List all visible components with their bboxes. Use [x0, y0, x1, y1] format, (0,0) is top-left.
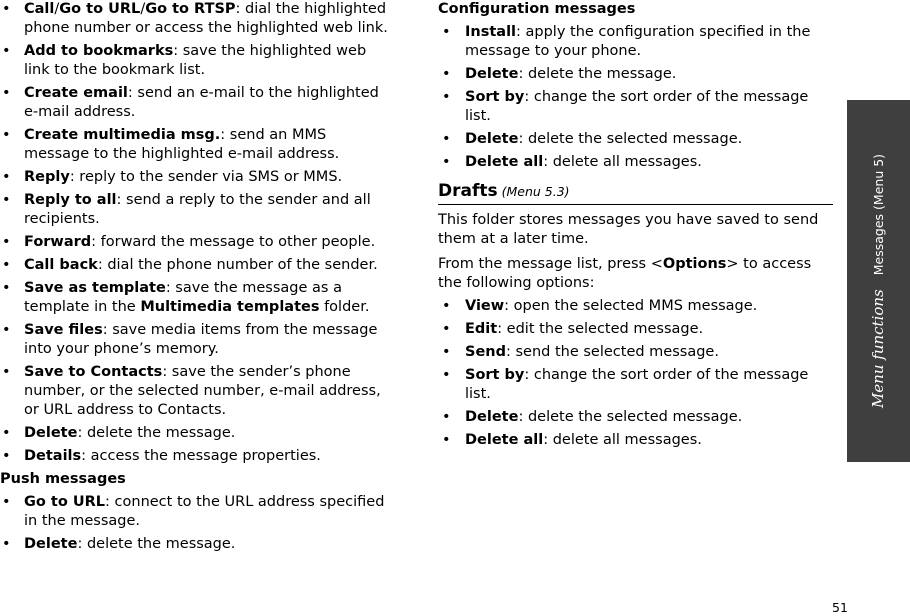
bullet: •	[2, 536, 11, 552]
intro-text: From the message list, press <	[438, 256, 663, 272]
option-name: Save as template	[24, 280, 166, 296]
section-divider	[438, 204, 833, 205]
bullet: •	[2, 364, 11, 380]
list-item	[0, 126, 392, 164]
option-description: : delete the selected message.	[518, 131, 743, 147]
bullet: •	[442, 298, 451, 314]
bullet: •	[442, 367, 451, 383]
list-item	[438, 130, 833, 149]
bullet: •	[442, 89, 451, 105]
option-name: Go to URL	[24, 494, 106, 510]
drafts-description: This folder stores messages you have saved to send them at a later time.	[438, 212, 819, 247]
option-description: : change the sort order of the message list.	[465, 89, 809, 124]
options-key-label: Options	[662, 256, 727, 272]
bullet: •	[2, 192, 11, 208]
option-name: Delete	[465, 131, 519, 147]
bullet: •	[2, 425, 11, 441]
push-options-list	[0, 493, 392, 554]
list-item	[0, 0, 392, 38]
bullet: •	[442, 24, 451, 40]
list-item	[438, 88, 833, 126]
list-item	[438, 23, 833, 61]
option-name: Go to URL	[59, 1, 141, 17]
list-item	[0, 168, 392, 187]
option-name: Call back	[24, 257, 98, 273]
option-name: Delete all	[465, 432, 544, 448]
option-name: Add to bookmarks	[24, 43, 174, 59]
list-item	[0, 84, 392, 122]
bullet: •	[2, 127, 11, 143]
list-item	[438, 297, 833, 316]
bullet: •	[2, 280, 11, 296]
bullet: •	[442, 344, 451, 360]
intro-text: > to access the following options:	[438, 256, 812, 291]
bullet: •	[2, 43, 11, 59]
option-name: Save files	[24, 322, 103, 338]
option-name: Call	[24, 1, 55, 17]
option-description: : edit the selected message.	[497, 321, 704, 337]
option-description: : delete the message.	[77, 425, 236, 441]
option-description: : save the highlighted web link to the bookmark list.	[24, 43, 367, 78]
page-number: 51	[832, 600, 848, 615]
option-name: Create email	[24, 85, 128, 101]
bullet: •	[2, 1, 11, 17]
list-item	[438, 65, 833, 84]
option-name: Reply to all	[24, 192, 117, 208]
list-item	[0, 363, 392, 420]
bullet: •	[442, 66, 451, 82]
option-description: : send the selected message.	[505, 344, 719, 360]
option-name: Details	[24, 448, 82, 464]
option-name: Sort by	[465, 367, 525, 383]
bullet: •	[442, 154, 451, 170]
option-description: : delete all messages.	[543, 432, 702, 448]
option-name: Create multimedia msg.	[24, 127, 221, 143]
bullet: •	[442, 409, 451, 425]
drafts-heading	[438, 182, 833, 201]
option-description: : send an MMS message to the highlighted e-mail address.	[24, 127, 340, 162]
option-description: : delete the selected message.	[518, 409, 743, 425]
option-name: Save to Contacts	[24, 364, 163, 380]
left-column	[0, 0, 392, 558]
bullet: •	[2, 448, 11, 464]
list-item	[0, 493, 392, 531]
option-description: : save the message as a template in the	[24, 280, 342, 315]
option-description: : connect to the URL address specified in the message.	[24, 494, 385, 529]
list-item	[438, 320, 833, 339]
bullet: •	[2, 494, 11, 510]
drafts-options-list	[438, 297, 833, 450]
separator: /	[54, 1, 60, 17]
bullet: •	[442, 432, 451, 448]
message-options-list	[0, 0, 392, 466]
option-description: : forward the message to other people.	[91, 234, 376, 250]
options-intro	[438, 255, 833, 293]
option-name: Delete	[465, 409, 519, 425]
bullet: •	[2, 234, 11, 250]
option-description: : open the selected MMS message.	[504, 298, 758, 314]
option-description: : delete all messages.	[543, 154, 702, 170]
option-name: Send	[465, 344, 506, 360]
list-item	[0, 233, 392, 252]
separator: /	[140, 1, 146, 17]
list-item	[438, 431, 833, 450]
list-item	[438, 408, 833, 427]
bullet: •	[442, 321, 451, 337]
option-name: Delete	[24, 425, 78, 441]
option-name: Go to RTSP	[145, 1, 236, 17]
option-description: : save media items from the message into your phone’s memory.	[24, 322, 378, 357]
bullet: •	[2, 169, 11, 185]
list-item	[0, 191, 392, 229]
list-item	[0, 42, 392, 80]
bullet: •	[2, 85, 11, 101]
option-description: : dial the highlighted phone number or access the highlighted web link.	[24, 1, 388, 36]
configuration-messages-heading: Configuration messages	[438, 1, 636, 17]
chapter-side-tab	[847, 100, 910, 462]
option-name: Reply	[24, 169, 70, 185]
option-description: : delete the message.	[77, 536, 236, 552]
chapter-title: Menu functions	[868, 289, 887, 409]
option-name: Edit	[465, 321, 498, 337]
option-description: : access the message properties.	[81, 448, 321, 464]
option-name: Delete	[465, 66, 519, 82]
side-tab-text	[869, 154, 889, 408]
option-name: Delete all	[465, 154, 544, 170]
option-description: : apply the configuration specified in the message to your phone.	[465, 24, 811, 59]
option-name: View	[465, 298, 505, 314]
bullet: •	[442, 131, 451, 147]
configuration-options-list	[438, 23, 833, 172]
option-description: : delete the message.	[518, 66, 677, 82]
list-item	[438, 153, 833, 172]
option-description: : reply to the sender via SMS or MMS.	[69, 169, 343, 185]
option-description: : send an e-mail to the highlighted e-mail address.	[24, 85, 379, 120]
list-item	[0, 447, 392, 466]
list-item	[0, 535, 392, 554]
drafts-title: Drafts	[438, 181, 498, 201]
option-description: : send a reply to the sender and all recipients.	[24, 192, 371, 227]
option-name: Delete	[24, 536, 78, 552]
chapter-subtitle: Messages (Menu 5)	[870, 153, 886, 276]
option-description: folder.	[319, 299, 370, 315]
bullet: •	[2, 257, 11, 273]
list-item	[438, 366, 833, 404]
list-item	[0, 424, 392, 443]
list-item	[438, 343, 833, 362]
list-item	[0, 279, 392, 317]
option-description: : save the sender’s phone number, or the selected number, e-mail address, or URL address to Contacts.	[24, 364, 381, 418]
option-description: : change the sort order of the message list.	[465, 367, 809, 402]
drafts-menu-number: (Menu 5.3)	[501, 184, 570, 199]
option-description: : dial the phone number of the sender.	[97, 257, 378, 273]
option-name: Install	[465, 24, 517, 40]
list-item	[0, 321, 392, 359]
list-item	[0, 256, 392, 275]
right-column	[438, 0, 833, 454]
push-messages-heading: Push messages	[0, 471, 126, 487]
folder-name: Multimedia templates	[140, 299, 320, 315]
option-name: Sort by	[465, 89, 525, 105]
option-name: Forward	[24, 234, 92, 250]
bullet: •	[2, 322, 11, 338]
